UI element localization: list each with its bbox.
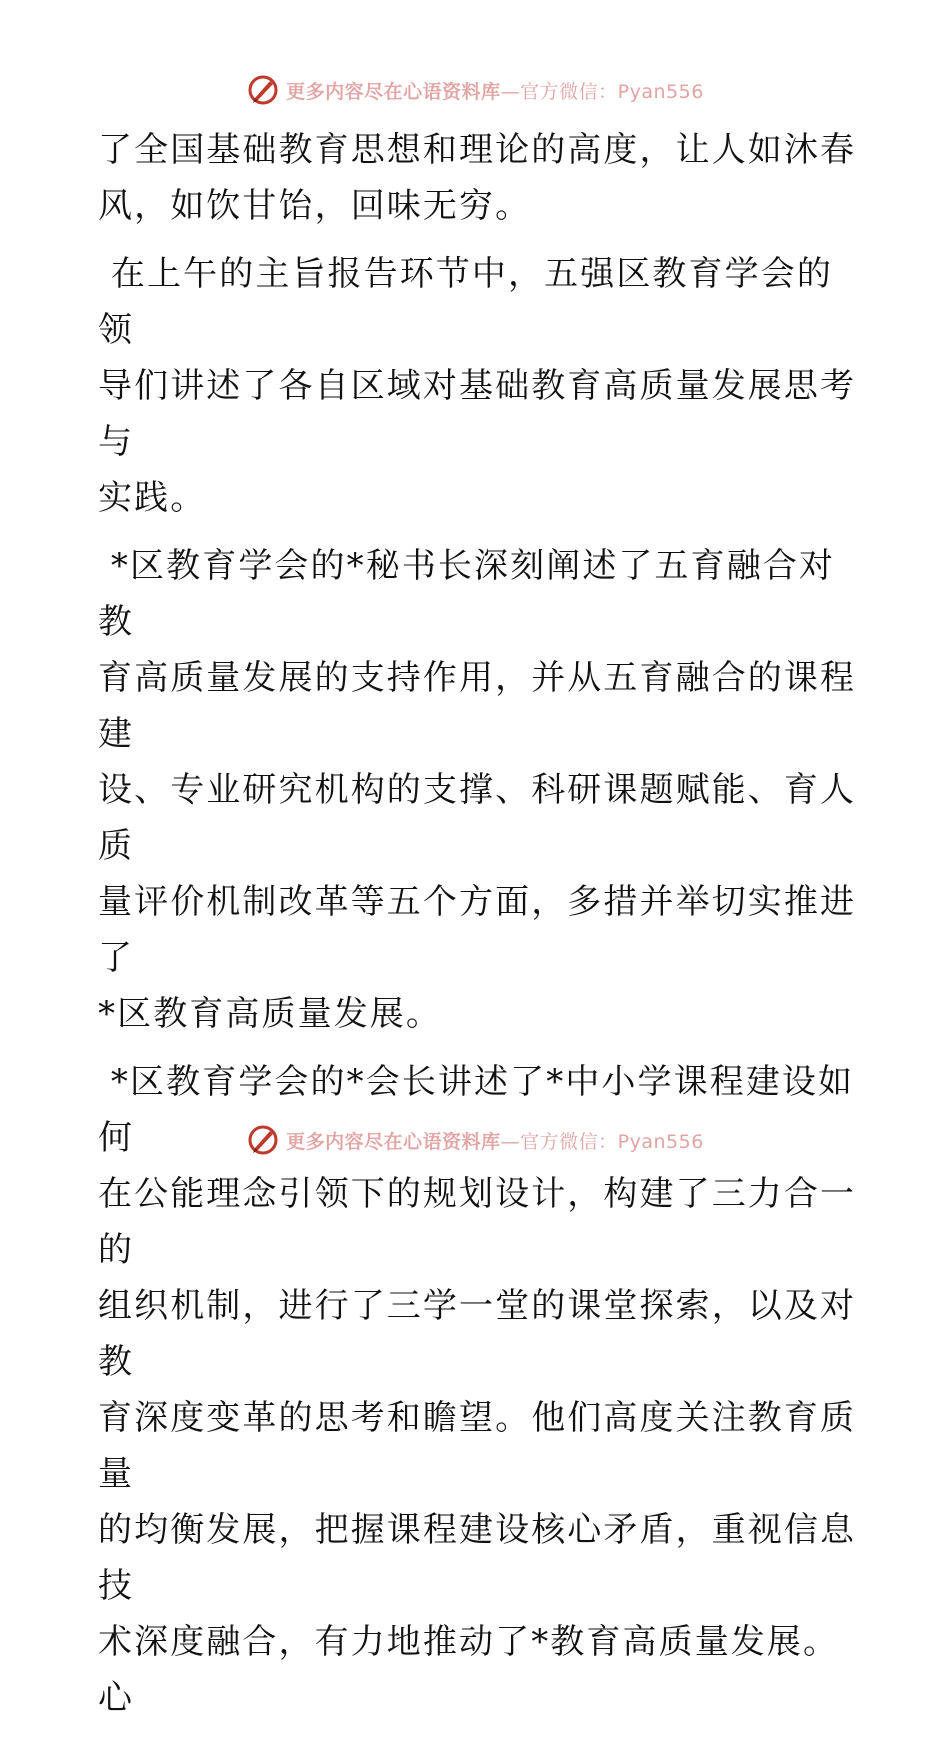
header-brand-text: 更多内容尽在心语资料库 <box>286 80 501 103</box>
header-wechat-text: 官方微信：Pyan556 <box>520 80 704 103</box>
header-banner-text <box>286 77 704 104</box>
paragraph-2: 在上午的主旨报告环节中，五强区教育学会的领 导们讲述了各自区域对基础教育高质量发展思考与 实践。 <box>98 254 857 518</box>
footer-banner-text <box>286 1127 704 1154</box>
paragraph-1: 了全国基础教育思想和理论的高度，让人如沐春 风，如饮甘饴，回味无穷。 <box>98 130 857 226</box>
paragraph-4: *区教育学会的*会长讲述了*中小学课程建设如何 在公能理念引领下的规划设计，构建了三力合一的 组织机制，进行了三学一堂的课堂探索，以及对教 育深度变革的思考和瞻望。他们高度关注教育质量 的均衡发展，把握课程建设核心矛盾，重视信息技 术深度融合，有力地推动了*教育高质量发展。心 <box>98 1062 857 1718</box>
pen-circle-logo-icon <box>246 73 280 107</box>
footer-banner <box>0 1120 950 1160</box>
pen-circle-logo-icon <box>246 1123 280 1157</box>
header-banner <box>0 70 950 110</box>
header-dash: — <box>500 80 521 103</box>
document-body <box>98 122 858 1738</box>
paragraph-3: *区教育学会的*秘书长深刻阐述了五育融合对教 育高质量发展的支持作用，并从五育融合的课程建 设、专业研究机构的支撑、科研课题赋能、育人质 量评价机制改革等五个方面，多措并举切实推进了 *区教育高质量发展。 <box>98 546 857 1034</box>
footer-wechat-text: 官方微信：Pyan556 <box>520 1130 704 1153</box>
footer-dash: — <box>500 1130 521 1153</box>
footer-brand-text: 更多内容尽在心语资料库 <box>286 1130 501 1153</box>
